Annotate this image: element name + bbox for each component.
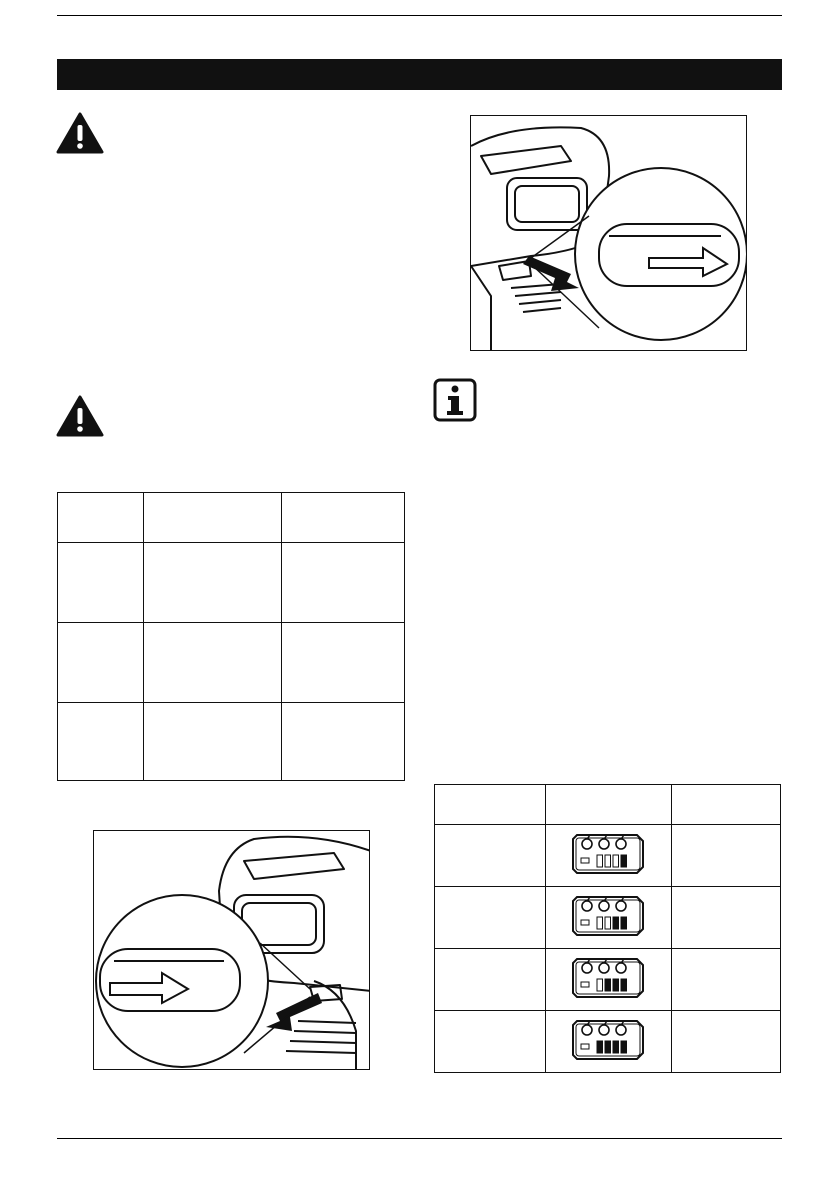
charge-bar [621,855,627,867]
charge-bar [605,1041,611,1053]
charge-bar [613,855,619,867]
spec-table-cell [58,623,144,703]
drill-illustration [94,831,370,1070]
charge-bar [605,979,611,991]
charge-bar [605,855,611,867]
indicator-button [582,901,592,911]
charge-table-row [435,949,781,1011]
warning-triangle-icon [56,395,104,437]
spec-table-cell [58,703,144,781]
warning-triangle-icon [56,112,104,154]
spec-table-cell [282,543,405,623]
spec-table-cell [58,543,144,623]
indicator-led [581,1044,589,1049]
charge-level-table [434,784,781,1073]
top-rule [57,15,782,16]
spec-table-header-cell [58,493,144,543]
indicator-button [582,1025,592,1035]
charge-table-label [435,825,546,887]
indicator-led [581,858,589,863]
indicator-button [616,963,626,973]
spec-table-cell [144,543,282,623]
charge-bar [613,917,619,929]
bottom-rule [57,1138,782,1139]
indicator-button [599,839,609,849]
charge-bar [621,979,627,991]
charge-bar [613,979,619,991]
spec-table-header-cell [282,493,405,543]
battery-indicator-icon [571,1017,647,1063]
indicator-button [599,901,609,911]
charge-table-header-cell [435,785,546,825]
drill-figure-top [470,115,747,351]
charge-table-row [435,887,781,949]
charge-bar [621,1041,627,1053]
spec-table-cell [282,623,405,703]
spec-table [57,492,405,781]
charge-table-header-cell [546,785,672,825]
charge-table-header-cell [672,785,781,825]
indicator-button [599,1025,609,1035]
indicator-button [599,963,609,973]
charge-table-row [435,825,781,887]
charge-table-note [672,825,781,887]
charge-table-note [672,1011,781,1073]
info-i-icon [433,378,477,422]
charge-table-label [435,1011,546,1073]
charge-table-note [672,949,781,1011]
charge-table-row [435,1011,781,1073]
battery-indicator-icon [571,893,647,939]
indicator-button [616,839,626,849]
charge-table-label [435,887,546,949]
spec-table-header-cell [144,493,282,543]
charge-bar [597,1041,603,1053]
battery-indicator-icon [571,831,647,877]
indicator-button [616,901,626,911]
spec-table-cell [144,703,282,781]
battery-indicator-icon [571,955,647,1001]
spec-table-cell [282,703,405,781]
indicator-led [581,920,589,925]
section-header-bar [57,59,782,90]
charge-bar [597,979,603,991]
charge-bar [597,855,603,867]
charge-bar [597,917,603,929]
indicator-button [582,963,592,973]
indicator-button [616,1025,626,1035]
charge-table-label [435,949,546,1011]
indicator-led [581,982,589,987]
charge-table-note [672,887,781,949]
charge-bar [613,1041,619,1053]
charge-bar [605,917,611,929]
spec-table-cell [144,623,282,703]
indicator-button [582,839,592,849]
charge-bar [621,917,627,929]
drill-figure-bottom [93,830,370,1070]
drill-illustration [471,116,747,351]
